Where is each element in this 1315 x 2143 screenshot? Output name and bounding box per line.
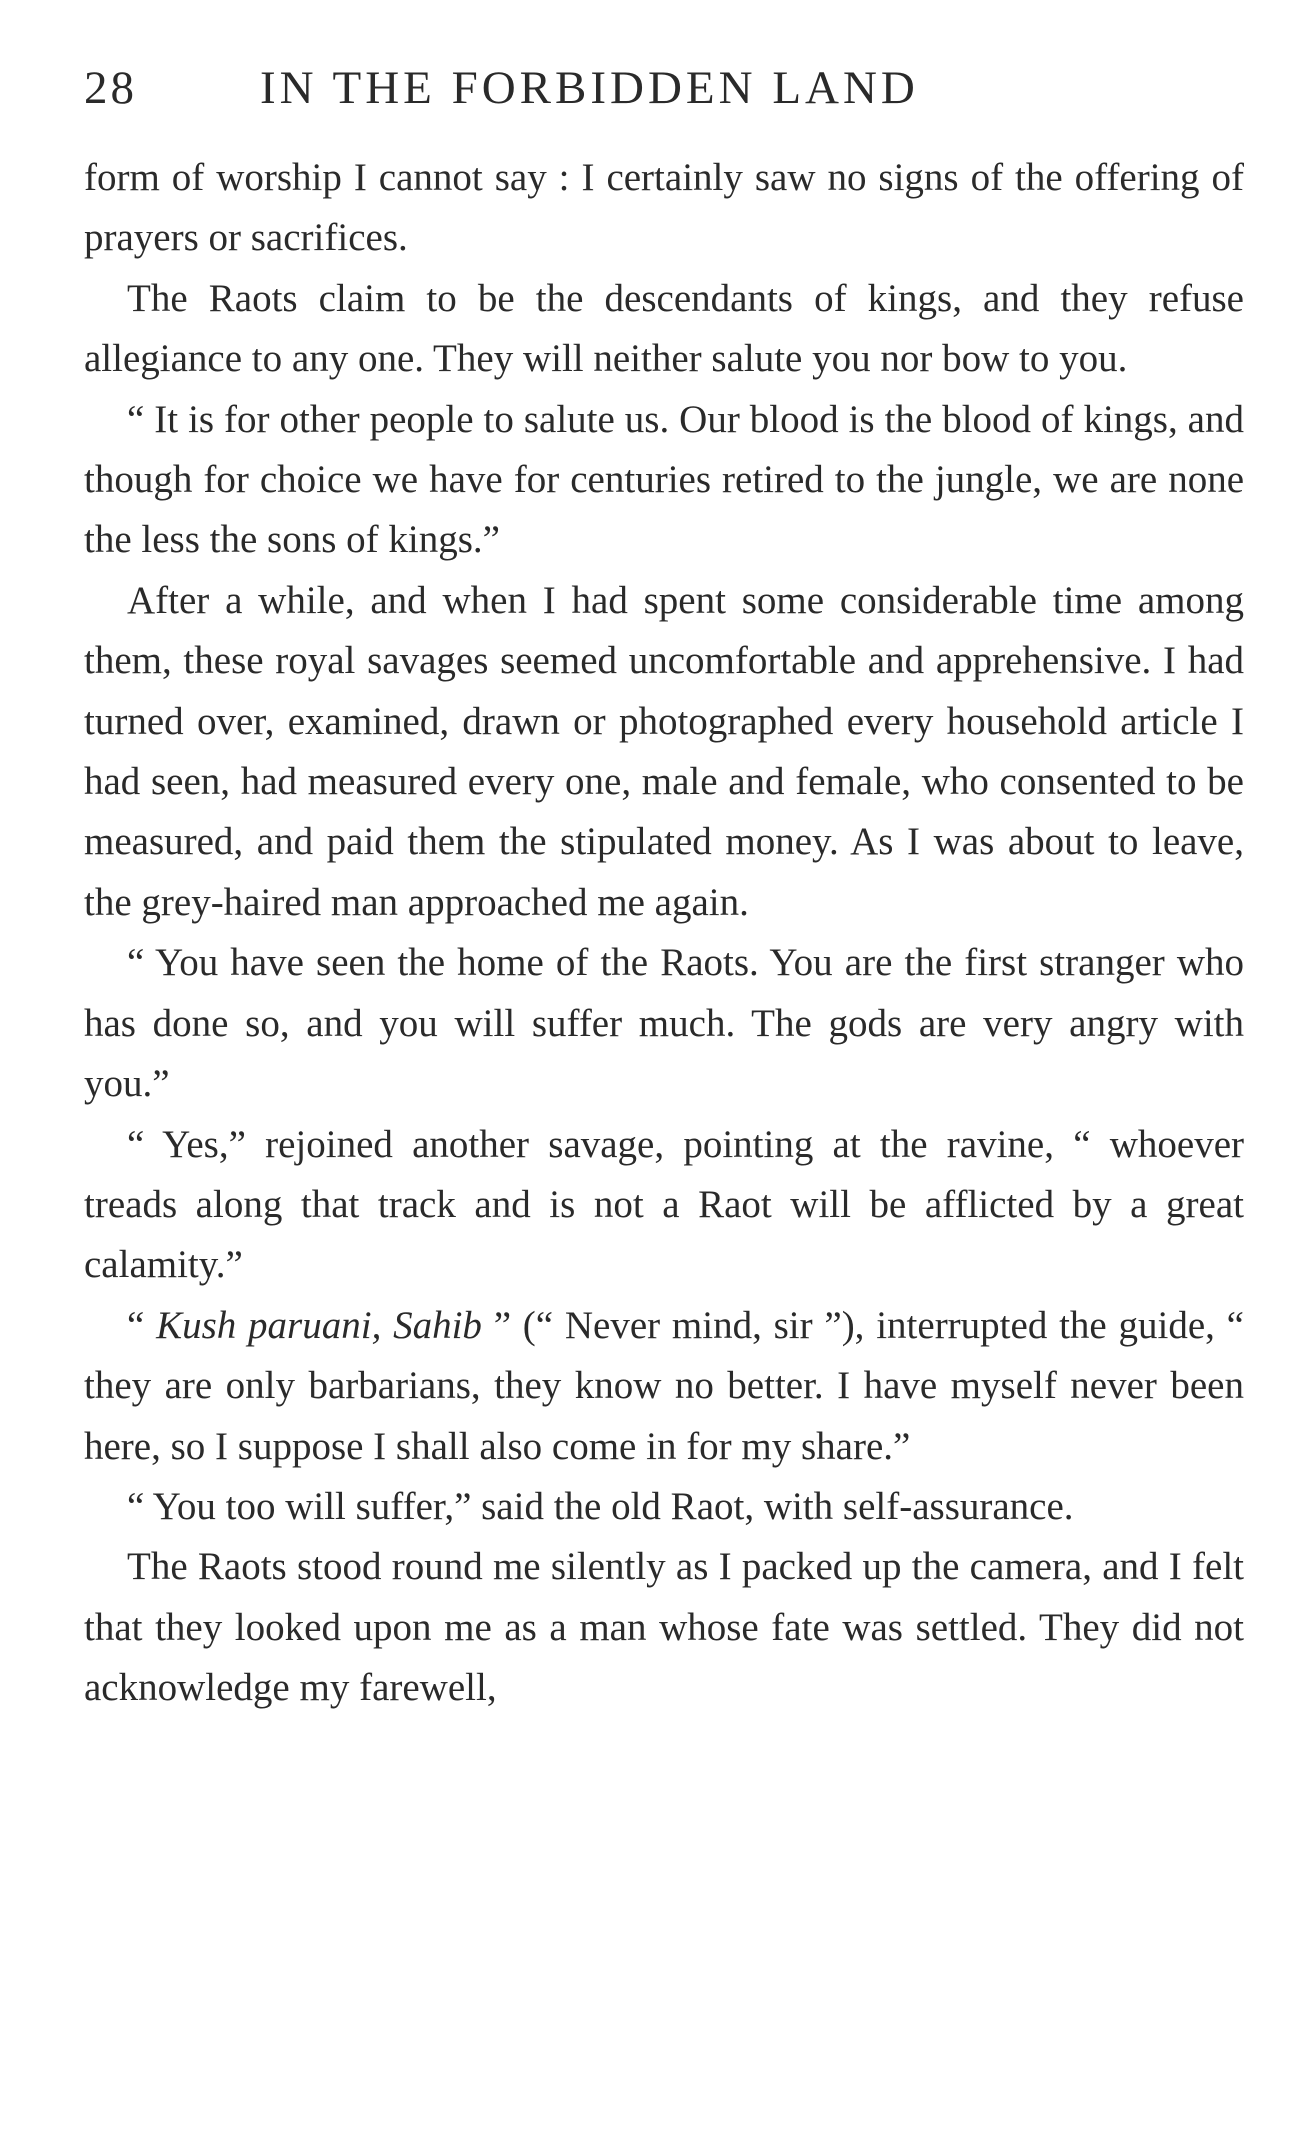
paragraph-2: The Raots claim to be the descendants of kings, and they refuse allegiance to any one. They will neither salute you nor bow to you. xyxy=(84,276,1244,381)
paragraph-7 xyxy=(84,1296,1244,1477)
paragraph-6: “ Yes,” rejoined another savage, pointing at the ravine, “ whoever treads along that track and is not a Raot will be afflicted by a great calamity.” xyxy=(84,1122,1244,1287)
page-number: 28 xyxy=(84,62,137,114)
paragraph-9: The Raots stood round me silently as I packed up the camera, and I felt that they looked upon me as a man whose fate was settled. They did not acknowledge my farewell, xyxy=(84,1545,1244,1710)
paragraph-1: form of worship I cannot say : I certainly saw no signs of the offering of prayers or sacrifices. xyxy=(84,156,1244,260)
paragraph-8: “ You too will suffer,” said the old Raot, with self-assurance. xyxy=(127,1484,1074,1528)
book-title: IN THE FORBIDDEN LAND xyxy=(260,62,919,114)
open-quote: “ xyxy=(127,1303,157,1347)
italic-phrase: Kush paruani, Sahib xyxy=(156,1303,482,1347)
paragraph-7-rest: ” (“ Never mind, sir ”), interrupted the guide, “ they are only barbarians, they know no better. I have myself never been here, so I suppose I shall also come in for my share.” xyxy=(84,1303,1244,1468)
paragraph-4: After a while, and when I had spent some considerable time among them, these royal savages seemed uncomfortable and apprehensive. I had turned over, examined, drawn or photographed every household article I had seen, had measured every one, male and female, who consented to be measured, and paid them the stipulated money. As I was about to leave, the grey-haired man approached me again. xyxy=(84,578,1244,924)
paragraph-5: “ You have seen the home of the Raots. You are the first stranger who has done so, and you will suffer much. The gods are very angry with you.” xyxy=(84,941,1244,1106)
body-text xyxy=(84,148,1244,1719)
paragraph-3: “ It is for other people to salute us. Our blood is the blood of kings, and though for choice we have for centuries retired to the jungle, we are none the less the sons of kings.” xyxy=(84,397,1244,562)
running-head xyxy=(84,58,1244,118)
